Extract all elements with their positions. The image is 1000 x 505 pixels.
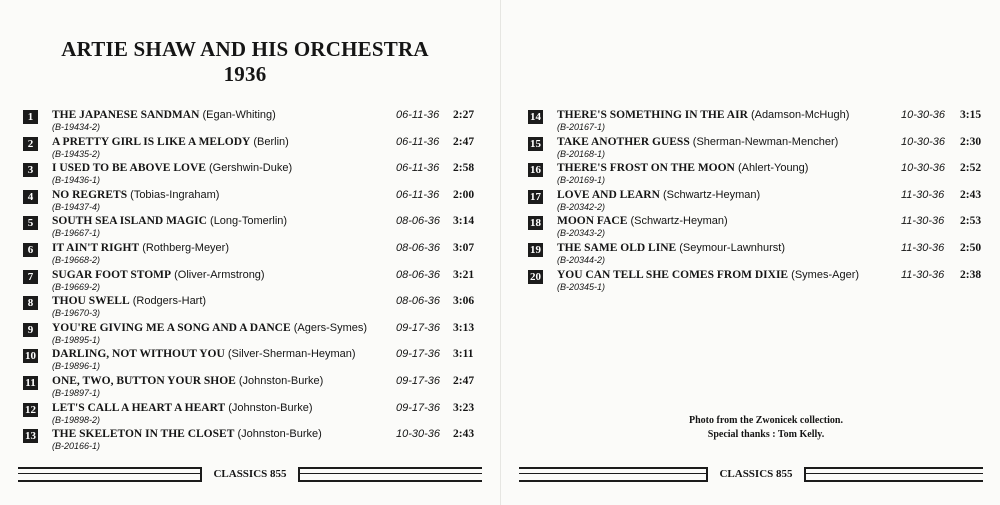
track-date: 11-30-36 — [901, 268, 945, 281]
track-row — [23, 348, 483, 375]
track-title: THERE'S FROST ON THE MOON — [557, 162, 735, 175]
track-number: 13 — [25, 430, 36, 443]
track-composers: (Berlin) — [253, 135, 289, 148]
track-composers: (Seymour-Lawnhurst) — [679, 241, 786, 254]
track-name — [52, 109, 276, 121]
track-name — [52, 215, 287, 227]
track-composers: (Johnston-Burke) — [238, 374, 324, 387]
track-composers: (Ahlert-Young) — [737, 162, 809, 175]
track-row — [528, 162, 988, 189]
track-duration: 2:52 — [960, 162, 982, 175]
track-duration: 2:30 — [960, 135, 982, 148]
track-composers: (Johnston-Burke) — [228, 401, 313, 414]
track-number: 19 — [530, 243, 541, 256]
track-name — [52, 322, 367, 334]
track-number: 17 — [530, 190, 541, 203]
album-title: ARTIE SHAW AND HIS ORCHESTRA — [61, 37, 429, 61]
track-date: 06-11-36 — [396, 188, 440, 201]
track-duration: 3:23 — [453, 401, 475, 414]
track-number: 16 — [530, 164, 541, 177]
track-row — [23, 375, 483, 402]
track-row — [23, 215, 483, 242]
track-matrix: (B-19670-3) — [52, 308, 101, 319]
track-name — [557, 269, 859, 281]
track-composers: (Silver-Sherman-Heyman) — [227, 348, 356, 361]
track-matrix: (B-20168-1) — [557, 148, 606, 159]
track-composers: (Egan-Whiting) — [202, 109, 276, 121]
track-title: SOUTH SEA ISLAND MAGIC — [52, 215, 207, 228]
track-name — [52, 136, 289, 148]
track-row — [528, 215, 988, 242]
track-composers: (Schwartz-Heyman) — [662, 188, 761, 201]
track-row — [528, 269, 988, 296]
track-date: 08-06-36 — [396, 241, 441, 254]
catalog-label — [706, 467, 806, 482]
track-name — [52, 295, 206, 307]
track-date: 06-11-36 — [396, 109, 440, 121]
track-number: 15 — [530, 137, 541, 150]
track-duration: 2:27 — [453, 109, 475, 121]
track-title: ONE, TWO, BUTTON YOUR SHOE — [52, 374, 236, 387]
track-title: TAKE ANOTHER GUESS — [557, 135, 690, 148]
track-number: 1 — [23, 110, 38, 124]
track-duration: 2:50 — [960, 241, 982, 254]
track-duration: 3:15 — [960, 109, 982, 121]
track-matrix: (B-20342-2) — [557, 201, 606, 212]
track-number: 5 — [23, 216, 38, 230]
track-duration: 3:11 — [453, 348, 474, 361]
track-number: 7 — [23, 270, 38, 284]
track-row — [528, 136, 988, 163]
track-matrix: (B-20345-1) — [557, 281, 606, 292]
track-matrix: (B-19435-2) — [52, 148, 101, 159]
track-matrix: (B-19667-1) — [52, 228, 101, 239]
track-number: 10 — [25, 350, 36, 363]
track-number: 9 — [23, 323, 38, 337]
track-date: 09-17-36 — [396, 321, 441, 334]
track-date: 06-11-36 — [396, 135, 440, 148]
track-number: 14 — [530, 111, 541, 123]
track-matrix: (B-19898-2) — [52, 414, 101, 425]
track-name — [557, 109, 849, 121]
track-number: 4 — [23, 190, 38, 204]
track-duration: 3:21 — [453, 268, 475, 281]
track-matrix: (B-19669-2) — [52, 281, 101, 292]
track-matrix: (B-20167-1) — [557, 122, 606, 132]
track-duration: 2:43 — [960, 188, 982, 201]
track-duration: 2:00 — [453, 188, 475, 201]
track-matrix: (B-19897-1) — [52, 387, 101, 398]
track-matrix: (B-20344-2) — [557, 254, 606, 265]
photo-credits — [651, 414, 881, 442]
track-title: A PRETTY GIRL IS LIKE A MELODY — [52, 135, 251, 148]
track-composers: (Schwartz-Heyman) — [630, 215, 728, 228]
track-date: 08-06-36 — [396, 268, 441, 281]
track-name — [52, 375, 323, 387]
track-date: 11-30-36 — [901, 188, 945, 201]
track-matrix: (B-20169-1) — [557, 175, 606, 186]
track-title: LET'S CALL A HEART A HEART — [52, 401, 226, 414]
track-composers: (Tobias-Ingraham) — [130, 188, 220, 201]
album-year: 1936 — [223, 62, 267, 86]
track-number: 11 — [23, 376, 38, 390]
track-name — [557, 136, 838, 148]
track-composers: (Rodgers-Hart) — [132, 295, 207, 308]
track-row — [23, 402, 483, 429]
track-name — [52, 428, 322, 440]
track-composers: (Gershwin-Duke) — [208, 162, 293, 175]
track-matrix: (B-19434-2) — [52, 122, 101, 132]
track-number: 8 — [23, 296, 38, 310]
track-row — [23, 295, 483, 322]
track-date: 09-17-36 — [396, 401, 441, 414]
track-name — [557, 189, 760, 201]
credit-line-thanks: Special thanks : Tom Kelly. — [707, 429, 825, 440]
track-row — [23, 109, 483, 136]
credit-line-photo: Photo from the Zwonicek collection. — [689, 415, 843, 426]
track-title: YOU'RE GIVING ME A SONG AND A DANCE — [52, 321, 291, 334]
track-title: SUGAR FOOT STOMP — [52, 268, 172, 281]
track-date: 06-11-36 — [396, 162, 440, 175]
track-row — [23, 189, 483, 216]
track-title: THE SAME OLD LINE — [557, 241, 677, 254]
track-name — [52, 189, 219, 201]
track-title: NO REGRETS — [52, 188, 128, 201]
track-row — [528, 242, 988, 269]
track-title: MOON FACE — [557, 215, 628, 228]
track-composers: (Agers-Symes) — [293, 321, 368, 334]
track-name — [52, 242, 229, 254]
track-matrix: (B-19437-4) — [52, 201, 101, 212]
track-name — [52, 269, 265, 281]
track-row — [23, 428, 483, 455]
track-title: IT AIN'T RIGHT — [52, 241, 140, 254]
track-duration: 3:06 — [453, 295, 475, 308]
track-matrix: (B-19436-1) — [52, 175, 101, 186]
track-title: THOU SWELL — [52, 295, 130, 308]
track-title: I USED TO BE ABOVE LOVE — [52, 162, 206, 175]
track-date: 09-17-36 — [396, 348, 441, 361]
track-name — [557, 242, 785, 254]
track-duration: 3:14 — [453, 215, 475, 228]
track-matrix: (B-20166-1) — [52, 441, 101, 452]
track-number: 6 — [23, 243, 38, 257]
track-composers: (Johnston-Burke) — [237, 428, 322, 441]
track-composers: (Adamson-McHugh) — [750, 109, 850, 121]
track-matrix: (B-20343-2) — [557, 228, 606, 239]
track-row — [23, 162, 483, 189]
track-composers: (Symes-Ager) — [791, 268, 860, 281]
right-panel — [500, 0, 1000, 505]
catalog-number: CLASSICS 855 — [213, 468, 287, 480]
track-title: THERE'S SOMETHING IN THE AIR — [557, 109, 748, 121]
track-name — [557, 215, 728, 227]
track-row — [23, 136, 483, 163]
track-list-right — [528, 109, 988, 295]
track-title: DARLING, NOT WITHOUT YOU — [52, 348, 225, 361]
track-duration: 3:13 — [453, 321, 475, 334]
track-title: THE JAPANESE SANDMAN — [52, 109, 200, 121]
track-row — [23, 322, 483, 349]
track-row — [23, 242, 483, 269]
track-date: 08-06-36 — [396, 215, 441, 228]
track-title: THE SKELETON IN THE CLOSET — [52, 428, 235, 441]
track-date: 08-06-36 — [396, 295, 441, 308]
track-title: YOU CAN TELL SHE COMES FROM DIXIE — [557, 268, 789, 281]
track-duration: 2:38 — [960, 268, 982, 281]
track-duration: 2:47 — [453, 135, 475, 148]
track-composers: (Sherman-Newman-Mencher) — [692, 135, 839, 148]
track-date: 11-30-36 — [901, 215, 945, 228]
catalog-label — [200, 467, 300, 482]
track-name — [52, 402, 313, 414]
track-date: 11-30-36 — [901, 241, 945, 254]
track-duration: 2:53 — [960, 215, 982, 228]
track-row — [23, 269, 483, 296]
track-matrix: (B-19668-2) — [52, 254, 101, 265]
track-composers: (Oliver-Armstrong) — [174, 268, 265, 281]
track-matrix: (B-19896-1) — [52, 361, 101, 372]
track-date: 10-30-36 — [901, 109, 946, 121]
track-name — [52, 348, 356, 360]
track-number: 18 — [530, 217, 541, 230]
track-composers: (Rothberg-Meyer) — [142, 241, 230, 254]
track-number: 12 — [25, 403, 36, 416]
track-list-left — [23, 109, 483, 455]
track-date: 10-30-36 — [901, 135, 946, 148]
track-row — [528, 189, 988, 216]
track-date: 10-30-36 — [396, 428, 441, 441]
track-duration: 3:07 — [453, 241, 475, 254]
catalog-number: CLASSICS 855 — [719, 468, 793, 480]
track-duration: 2:58 — [453, 162, 475, 175]
track-duration: 2:47 — [453, 374, 475, 387]
track-number: 2 — [23, 137, 38, 151]
track-name — [557, 162, 808, 174]
track-name — [52, 162, 292, 174]
track-title: LOVE AND LEARN — [557, 188, 660, 201]
track-matrix: (B-19895-1) — [52, 334, 101, 345]
track-duration: 2:43 — [453, 428, 475, 441]
track-number: 20 — [530, 270, 541, 283]
track-date: 09-17-36 — [396, 374, 441, 387]
track-date: 10-30-36 — [901, 162, 946, 175]
track-composers: (Long-Tomerlin) — [210, 215, 288, 228]
track-row — [528, 109, 988, 136]
track-number: 3 — [23, 163, 38, 177]
